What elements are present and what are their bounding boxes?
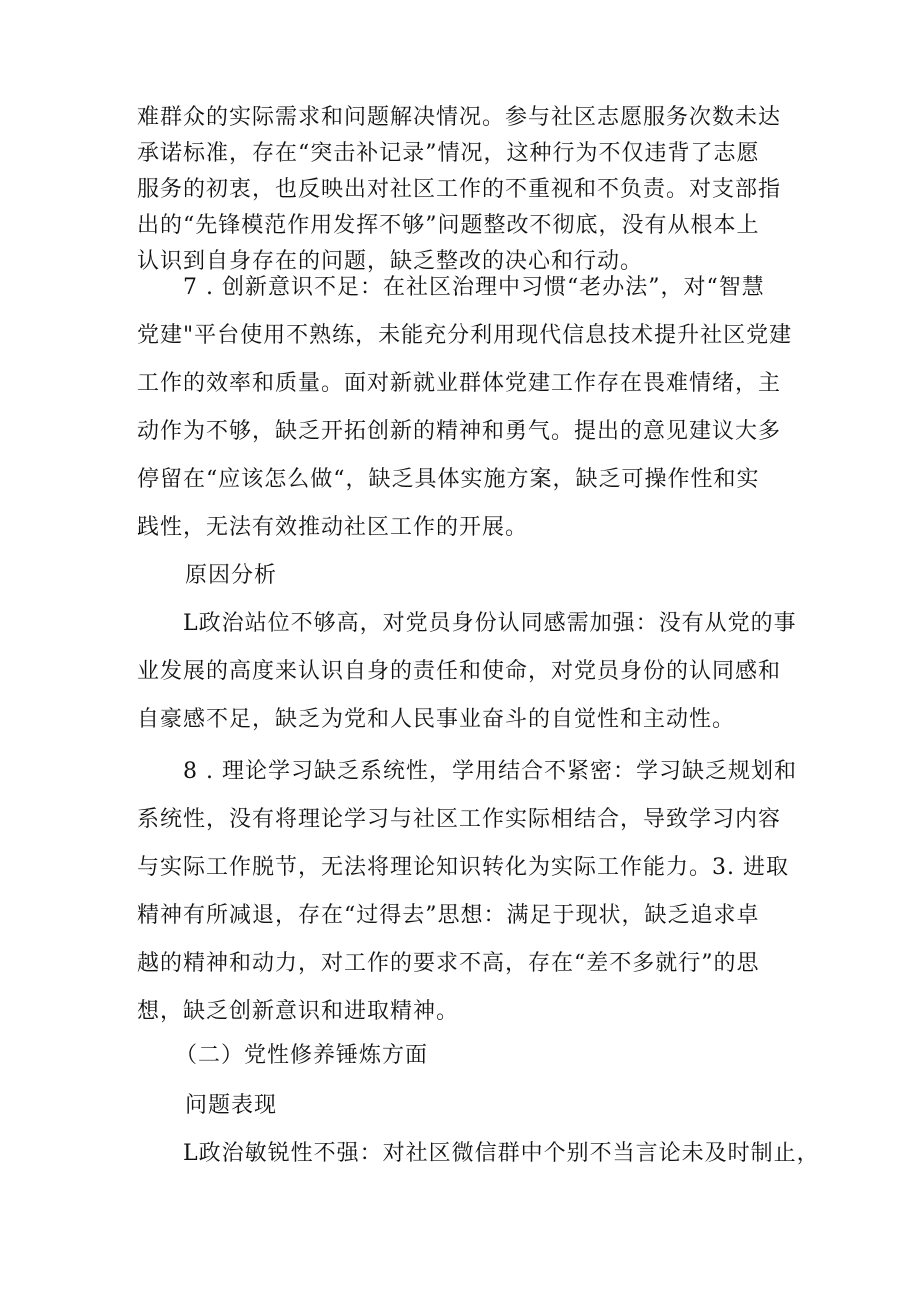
text-line: 难群众的实际需求和问题解决情况。参与社区志愿服务次数未达 <box>137 105 782 130</box>
text-line: L政治站位不够高，对党员身份认同感需加强：没有从党的事 <box>137 611 797 636</box>
text-line: 停留在“应该怎么做“，缺乏具体实施方案，缺乏可操作性和实 <box>137 467 760 492</box>
text-line: 越的精神和动力，对工作的要求不高，存在“差不多就行”的思 <box>137 951 760 976</box>
text-line: 工作的效率和质量。面对新就业群体党建工作存在畏难情绪，主 <box>137 371 782 396</box>
text-line: 出的“先锋模范作用发挥不够”问题整改不彻底，没有从根本上 <box>137 213 760 238</box>
text-line: 7 . 创新意识不足：在社区治理中习惯“老办法”，对“智慧 <box>137 275 765 300</box>
text-line: 践性，无法有效推动社区工作的开展。 <box>137 515 529 540</box>
paragraph-political-stance <box>137 600 797 744</box>
text-line: 精神有所减退，存在“过得去”思想：满足于现状，缺乏追求卓 <box>137 903 760 928</box>
text-line: 业发展的高度来认识自身的责任和使命，对党员身份的认同感和 <box>137 659 782 684</box>
text-line: 承诺标准，存在“突击补记录”情况，这种行为不仅违背了志愿 <box>137 141 760 166</box>
paragraph-theory-study <box>137 748 797 1036</box>
text-line: 与实际工作脱节，无法将理论知识转化为实际工作能力。3. 进取 <box>137 855 789 880</box>
heading-cause-analysis: 原因分析 <box>185 563 278 588</box>
text-line: 党建"平台使用不熟练，未能充分利用现代信息技术提升社区党建 <box>137 323 793 348</box>
text-line: 想，缺乏创新意识和进取精神。 <box>137 999 460 1024</box>
paragraph-innovation <box>137 264 793 552</box>
text-line: 认识到自身存在的问题，缺乏整改的决心和行动。 <box>137 249 644 274</box>
text-line: 系统性，没有将理论学习与社区工作实际相结合，导致学习内容 <box>137 807 782 832</box>
heading-problem-performance: 问题表现 <box>185 1093 278 1118</box>
text-line: 动作为不够，缺乏开拓创新的精神和勇气。提出的意见建议大多 <box>137 419 782 444</box>
text-line: 自豪感不足，缺乏为党和人民事业奋斗的自觉性和主动性。 <box>137 707 736 732</box>
paragraph-volunteer-service <box>137 100 787 280</box>
text-line: 服务的初衷，也反映出对社区工作的不重视和不负责。对支部指 <box>137 177 782 202</box>
text-line: 8 . 理论学习缺乏系统性，学用结合不紧密：学习缺乏规划和 <box>137 759 797 784</box>
paragraph-political-sensitivity <box>137 1130 820 1178</box>
heading-party-cultivation: （二）党性修养锤炼方面 <box>175 1043 429 1068</box>
text-line: L政治敏锐性不强：对社区微信群中个别不当言论未及时制止， <box>137 1141 820 1166</box>
